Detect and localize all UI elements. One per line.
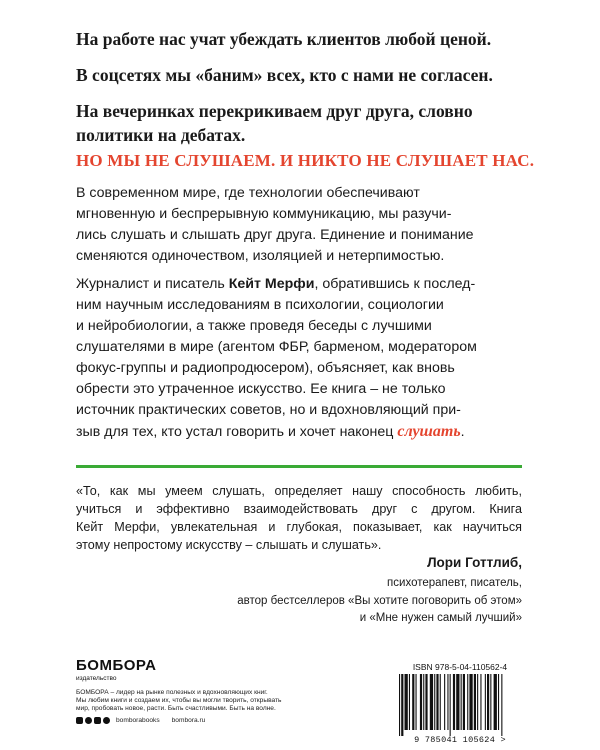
lead-line-parties-a: На вечеринках перекрикиваем друг друга, словно <box>76 101 473 121</box>
publisher-block <box>76 658 376 724</box>
lead-line-parties-b: политики на дебатах. <box>76 125 246 145</box>
author-line <box>76 274 546 295</box>
publisher-subtitle: издательство <box>76 675 117 682</box>
quote-author-role: психотерапевт, писатель, <box>387 577 522 589</box>
lead-line-parties <box>76 99 536 147</box>
publisher-description-line: Мы любим книги и создаем их, чтобы вы могли творить, открывать <box>76 697 282 704</box>
author-paragraph <box>76 274 546 443</box>
intro-line: В современном мире, где технологии обеспечивают <box>76 185 420 201</box>
author-line-pre: зыв для тех, кто устал говорить и хочет наконец <box>76 424 398 440</box>
social-links <box>76 717 376 724</box>
author-line: слушателями в мире (агентом ФБР, барменом, модератором <box>76 339 477 355</box>
isbn-label: ISBN 978-5-04-110562-4 <box>412 662 508 672</box>
social-network-icon <box>94 717 101 724</box>
quote-line: этому непростому искусству – слышать и слушать». <box>76 538 382 552</box>
author-line <box>76 421 546 443</box>
social-network-icon <box>76 717 83 724</box>
author-line: ним научным исследованиям в психологии, социологии <box>76 297 444 313</box>
quote-line: «То, как мы умеем слушать, определяет нашу способность любить, <box>76 484 522 498</box>
intro-line: сменяются одиночеством, изоляцией и нетерпимостью. <box>76 248 445 264</box>
author-name: Кейт Мерфи <box>228 276 315 292</box>
isbn-block <box>395 662 525 745</box>
red-headline: НО МЫ НЕ СЛУШАЕМ. И НИКТО НЕ СЛУШАЕТ НАС. <box>76 151 535 170</box>
intro-line: лись слушать и слышать друг друга. Единение и понимание <box>76 227 474 243</box>
author-line-post: , обратившись к послед- <box>314 276 476 292</box>
publisher-website: bombora.ru <box>171 717 206 724</box>
quote-line: Кейт Мерфи, увлекательная и глубокая, показывает, как научиться <box>76 520 522 534</box>
social-network-icon <box>103 717 110 724</box>
author-line-post: . <box>460 424 465 440</box>
green-divider <box>76 465 522 468</box>
quote-author-works: автор бестселлеров «Вы хотите поговорить об этом» <box>237 595 522 607</box>
lead-line-work: На работе нас учат убеждать клиентов любой ценой. <box>76 29 492 49</box>
quote-author-name: Лори Готтлиб, <box>427 555 522 570</box>
author-line: фокус-группы и радиопродюсером), объясняет, как вновь <box>76 360 455 376</box>
barcode-image <box>395 674 525 736</box>
quote-line: учиться и эффективно взаимодействовать друг с другом. Книга <box>76 502 522 516</box>
accent-word-listen: слушать <box>397 423 461 440</box>
lead-line-social: В соцсетях мы «баним» всех, кто с нами не согласен. <box>76 65 493 85</box>
author-line: и нейробиологии, а также проведя беседы с лучшими <box>76 318 432 334</box>
barcode-digits: 9 785041 105624 > <box>414 735 506 745</box>
author-line: источник практических советов, но и вдохновляющий при- <box>76 402 461 418</box>
intro-line: мгновенную и беспрерывную коммуникацию, мы разучи- <box>76 206 452 222</box>
social-handle: bomborabooks <box>116 717 160 724</box>
author-line: обрести это утраченное искусство. Ее книга – не только <box>76 381 446 397</box>
social-network-icon <box>85 717 92 724</box>
publisher-logo: БОМБОРА <box>76 657 157 674</box>
publisher-description-line: БОМБОРА – лидер на рынке полезных и вдохновляющих книг. <box>76 689 268 696</box>
intro-paragraph <box>76 183 546 267</box>
publisher-description <box>76 689 376 713</box>
quote-author-works-2: и «Мне нужен самый лучший» <box>359 612 522 624</box>
author-line-pre: Журналист и писатель <box>76 276 229 292</box>
review-quote <box>76 482 522 554</box>
publisher-description-line: мир, пробовать новое, расти. Быть счастливыми. Быть на волне. <box>76 705 276 712</box>
